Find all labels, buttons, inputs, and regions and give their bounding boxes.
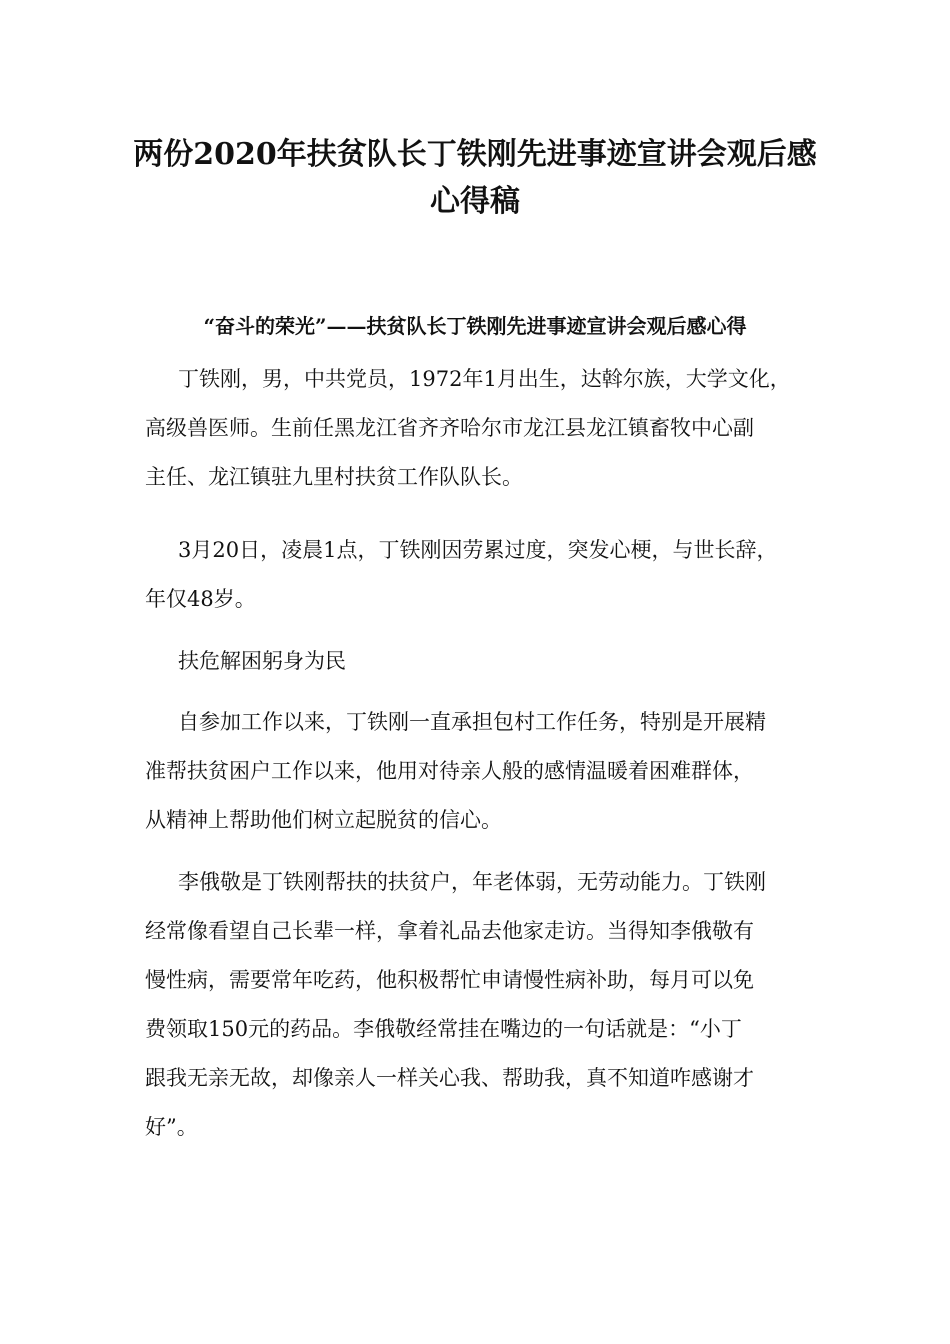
paragraph-line: 慢性病，需要常年吃药，他积极帮忙申请慢性病补助，每月可以免 xyxy=(145,968,754,992)
document-title-line-1 xyxy=(100,133,850,177)
paragraph-line: 3月20日，凌晨1点，丁铁刚因劳累过度，突发心梗，与世长辞， xyxy=(178,538,778,562)
title-text: 心得稿 xyxy=(430,184,520,219)
paragraph-line: 好”。 xyxy=(145,1115,198,1139)
paragraph-line: 年仅48岁。 xyxy=(145,587,256,611)
paragraph-1 xyxy=(145,355,835,502)
paragraph-line: 费领取150元的药品。李俄敬经常挂在嘴边的一句话就是：“小丁 xyxy=(145,1017,742,1041)
document-subtitle: “奋斗的荣光”——扶贫队长丁铁刚先进事迹宣讲会观后感心得 xyxy=(203,314,747,338)
paragraph-line: 跟我无亲无故，却像亲人一样关心我、帮助我，真不知道咋感谢才 xyxy=(145,1066,754,1090)
paragraph-line: 丁铁刚，男，中共党员，1972年1月出生，达斡尔族，大学文化， xyxy=(178,367,791,391)
paragraph-2 xyxy=(145,526,835,624)
document-title-line-2 xyxy=(100,180,850,224)
paragraph-4 xyxy=(145,698,835,845)
section-heading: 扶危解困躬身为民 xyxy=(178,649,346,673)
paragraph-line: 主任、龙江镇驻九里村扶贫工作队队长。 xyxy=(145,465,523,489)
paragraph-line: 准帮扶贫困户工作以来，他用对待亲人般的感情温暖着困难群体， xyxy=(145,759,754,783)
paragraph-line: 李俄敬是丁铁刚帮扶的扶贫户，年老体弱，无劳动能力。丁铁刚 xyxy=(178,870,766,894)
paragraph-line: 经常像看望自己长辈一样，拿着礼品去他家走访。当得知李俄敬有 xyxy=(145,919,754,943)
paragraph-line: 自参加工作以来，丁铁刚一直承担包村工作任务，特别是开展精 xyxy=(178,710,766,734)
paragraph-3-heading xyxy=(145,637,835,686)
title-text: 两份2020年扶贫队长丁铁刚先进事迹宣讲会观后感 xyxy=(133,137,817,172)
paragraph-line: 从精神上帮助他们树立起脱贫的信心。 xyxy=(145,808,502,832)
paragraph-line: 高级兽医师。生前任黑龙江省齐齐哈尔市龙江县龙江镇畜牧中心副 xyxy=(145,416,754,440)
paragraph-5 xyxy=(145,858,835,1152)
